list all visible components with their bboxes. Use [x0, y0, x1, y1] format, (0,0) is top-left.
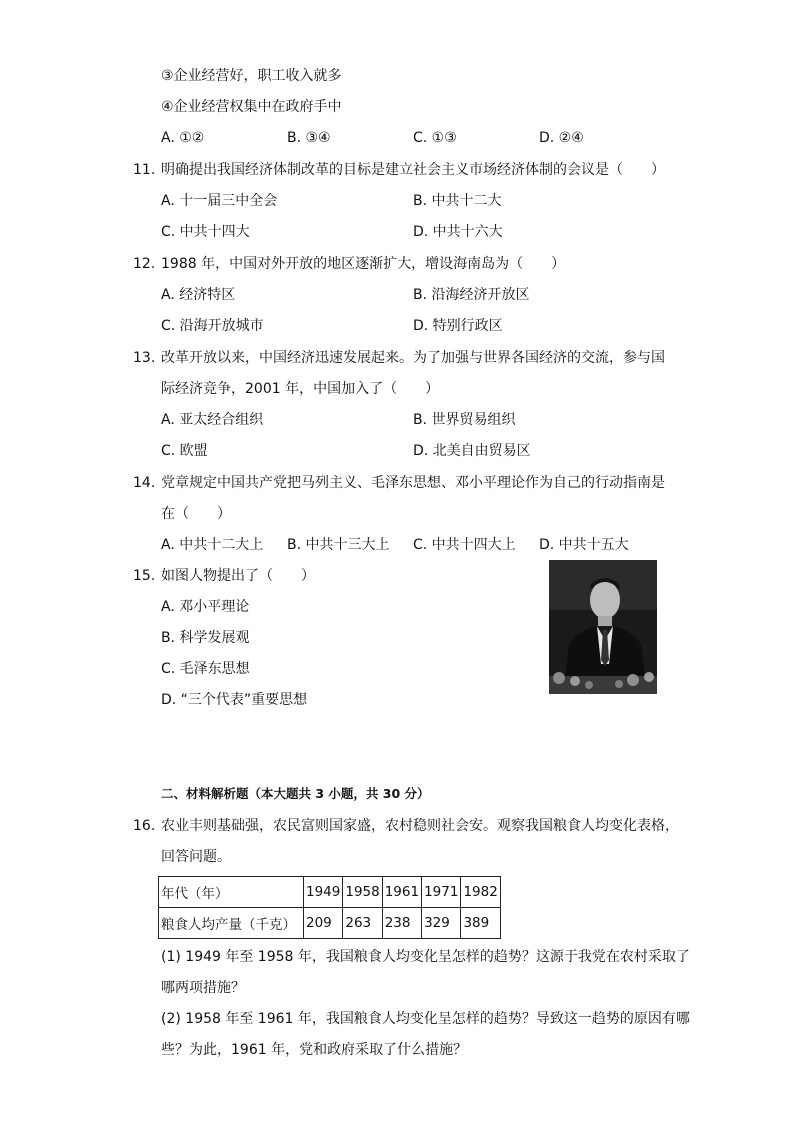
q13-option-c: C. 欧盟 [161, 443, 208, 459]
q14-stem-line-2: 在（ ） [161, 506, 231, 522]
q14-option-b: B. 中共十三大上 [287, 537, 390, 553]
q15-stem: 如图人物提出了（ ） [161, 568, 315, 584]
table-cell: 238 [382, 908, 421, 939]
q10-option-c: C. ①③ [413, 130, 457, 146]
q13-option-d: D. 北美自由贸易区 [413, 443, 531, 459]
q16-number: 16. [133, 818, 156, 834]
table-cell: 1961 [382, 877, 421, 908]
q11-option-d: D. 中共十六大 [413, 224, 503, 240]
table-cell: 1971 [422, 877, 461, 908]
q11-stem: 明确提出我国经济体制改革的目标是建立社会主义市场经济体制的会议是（ ） [161, 162, 665, 178]
q10-option-b: B. ③④ [287, 130, 331, 146]
q13-stem-line-1: 改革开放以来，中国经济迅速发展起来。为了加强与世界各国经济的交流，参与国 [161, 350, 665, 366]
table-header-cell: 年代（年） [159, 877, 304, 908]
q13-stem-line-2: 际经济竞争，2001 年，中国加入了（ ） [161, 381, 440, 397]
q11-option-b: B. 中共十二大 [413, 193, 502, 209]
q11-option-c: C. 中共十四大 [161, 224, 250, 240]
q12-option-b: B. 沿海经济开放区 [413, 287, 530, 303]
q10-option-d: D. ②④ [539, 130, 584, 146]
portrait-photo [549, 560, 657, 694]
q14-option-d: D. 中共十五大 [539, 537, 629, 553]
q12-option-d: D. 特别行政区 [413, 318, 503, 334]
q10-item-3: ③企业经营好，职工收入就多 [161, 68, 342, 84]
q13-option-a: A. 亚太经合组织 [161, 412, 264, 428]
table-cell: 329 [422, 908, 461, 939]
q15-option-b: B. 科学发展观 [161, 630, 250, 646]
q16-sub1-line-2: 哪两项措施？ [161, 980, 245, 996]
table-cell: 263 [343, 908, 382, 939]
q11-number: 11. [133, 162, 156, 178]
q16-stem-line-1: 农业丰则基础强，农民富则国家盛，农村稳则社会安。观察我国粮食人均变化表格， [161, 818, 679, 834]
q10-item-4: ④企业经营权集中在政府手中 [161, 99, 342, 115]
table-cell: 1982 [461, 877, 500, 908]
table-cell: 389 [461, 908, 500, 939]
portrait-figure-icon [549, 560, 657, 694]
q10-option-a: A. ①② [161, 130, 205, 146]
q16-sub2-line-2: 些？为此，1961 年，党和政府采取了什么措施？ [161, 1042, 468, 1058]
q15-option-a: A. 邓小平理论 [161, 599, 250, 615]
table-cell: 1949 [304, 877, 343, 908]
q11-option-a: A. 十一届三中全会 [161, 193, 278, 209]
q12-stem: 1988 年，中国对外开放的地区逐渐扩大，增设海南岛为（ ） [161, 256, 566, 272]
q15-number: 15. [133, 568, 156, 584]
table-cell: 209 [304, 908, 343, 939]
table-row [159, 877, 501, 908]
table-header-cell: 粮食人均产量（千克） [159, 908, 304, 939]
q13-number: 13. [133, 350, 156, 366]
q16-stem-line-2: 回答问题。 [161, 849, 231, 865]
q15-option-c: C. 毛泽东思想 [161, 661, 250, 677]
q12-number: 12. [133, 256, 156, 272]
q15-option-d: D. “三个代表”重要思想 [161, 692, 308, 708]
q16-sub1-line-1: (1) 1949 年至 1958 年，我国粮食人均变化呈怎样的趋势？这源于我党在农村采取了 [161, 949, 690, 965]
q12-option-c: C. 沿海开放城市 [161, 318, 264, 334]
q16-sub2-line-1: (2) 1958 年至 1961 年，我国粮食人均变化呈怎样的趋势？导致这一趋势的原因有哪 [161, 1011, 690, 1027]
q12-option-a: A. 经济特区 [161, 287, 236, 303]
section-2-heading: 二、材料解析题（本大题共 3 小题，共 30 分） [161, 786, 430, 801]
q13-option-b: B. 世界贸易组织 [413, 412, 516, 428]
q14-stem-line-1: 党章规定中国共产党把马列主义、毛泽东思想、邓小平理论作为自己的行动指南是 [161, 475, 665, 491]
table-cell: 1958 [343, 877, 382, 908]
q14-option-c: C. 中共十四大上 [413, 537, 516, 553]
q14-number: 14. [133, 475, 156, 491]
grain-per-capita-table [158, 876, 501, 939]
table-row [159, 908, 501, 939]
q14-option-a: A. 中共十二大上 [161, 537, 264, 553]
